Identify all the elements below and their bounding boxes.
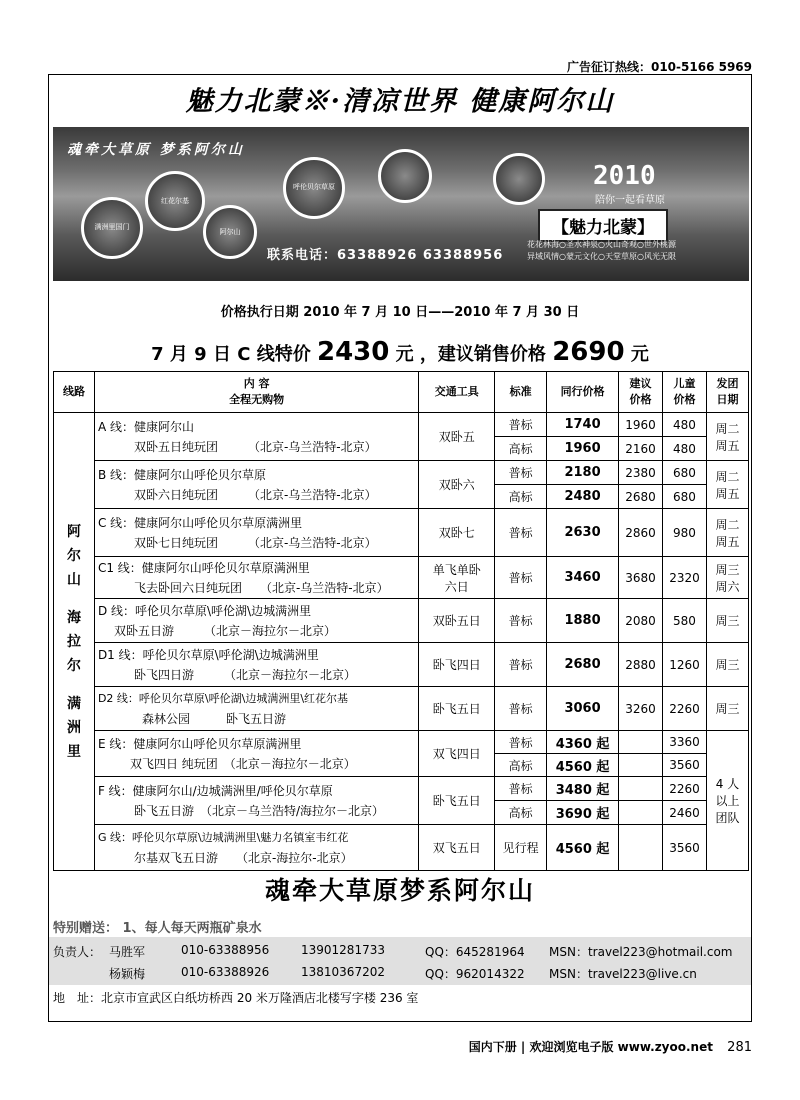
header-standard: 标准 (495, 372, 547, 413)
child-price: 580 (663, 599, 707, 643)
standard: 普标 (495, 557, 547, 599)
peer-price: 2480 (547, 485, 619, 509)
banner-tags (527, 239, 747, 263)
suggest-price-value: 2690 (552, 337, 625, 367)
route-e: E 线：健康阿尔山呼伦贝尔草原满洲里 双飞四日 纯玩团 （北京－海拉尔－北京） (94, 731, 418, 777)
standard: 高标 (495, 485, 547, 509)
photo-caption: 阿尔山 (219, 228, 241, 237)
table-row (54, 509, 749, 557)
suggest-price (619, 754, 663, 777)
route-c: C 线：健康阿尔山呼伦贝尔草原满洲里 双卧七日纯玩团 （北京-乌兰浩特-北京） (94, 509, 418, 557)
suggest-price: 3260 (619, 687, 663, 731)
child-price: 1260 (663, 643, 707, 687)
standard: 高标 (495, 754, 547, 777)
child-price: 2260 (663, 687, 707, 731)
header-child: 儿童 价格 (663, 372, 707, 413)
transport: 双飞五日 (419, 825, 495, 871)
route-d: D 线：呼伦贝尔草原\呼伦湖\边城满洲里 双卧五日游 （北京－海拉尔－北京） (94, 599, 418, 643)
transport: 卧飞五日 (419, 687, 495, 731)
contact-name: 杨颖梅 (109, 967, 146, 981)
photo-circle (378, 149, 432, 203)
depart-days: 周二 周五 (706, 461, 748, 509)
photo-circle (145, 171, 205, 231)
standard: 见行程 (495, 825, 547, 871)
peer-price: 4560 起 (547, 754, 619, 777)
route-a: A 线：健康阿尔山 双卧五日纯玩团 （北京-乌兰浩特-北京） (94, 413, 418, 461)
peer-price: 1740 (547, 413, 619, 437)
table-row (54, 825, 749, 871)
header-transport: 交通工具 (419, 372, 495, 413)
ad-frame (48, 74, 752, 1022)
contact-label: 负责人： (53, 945, 102, 959)
page-title: 魅力北蒙※·清凉世界 健康阿尔山 (185, 86, 615, 117)
table-row (54, 599, 749, 643)
header-depart: 发团 日期 (706, 372, 748, 413)
child-price: 3560 (663, 754, 707, 777)
suggest-price: 2860 (619, 509, 663, 557)
peer-price: 2180 (547, 461, 619, 485)
depart-days: 周三 (706, 687, 748, 731)
photo-circle (493, 153, 545, 205)
child-price: 3360 (663, 731, 707, 754)
depart-days: 周三 (706, 599, 748, 643)
child-price: 2260 (663, 777, 707, 801)
depart-days: 周二 周五 (706, 509, 748, 557)
header-peer: 同行价格 (547, 372, 619, 413)
route-d2: D2 线：呼伦贝尔草原\呼伦湖\边城满洲里\红花尔基 森林公园 卧飞五日游 (94, 687, 418, 731)
region-label: 阿 尔 山 海 拉 尔 满 洲 里 (54, 413, 95, 871)
table-row (54, 777, 749, 801)
peer-price: 1880 (547, 599, 619, 643)
special-price-value: 2430 (317, 337, 390, 367)
route-d1: D1 线：呼伦贝尔草原\呼伦湖\边城满洲里 卧飞四日游 （北京－海拉尔－北京） (94, 643, 418, 687)
peer-price: 3690 起 (547, 801, 619, 825)
suggest-price (619, 801, 663, 825)
peer-price: 3460 (547, 557, 619, 599)
transport: 双卧六 (419, 461, 495, 509)
contact-tel: 010-63388956 (181, 943, 270, 957)
header-content: 内 容 全程无购物 (94, 372, 418, 413)
child-price: 480 (663, 413, 707, 437)
standard: 普标 (495, 731, 547, 754)
route-b: B 线：健康阿尔山呼伦贝尔草原 双卧六日纯玩团 （北京-乌兰浩特-北京） (94, 461, 418, 509)
group-note: 4 人 以上 团队 (706, 731, 748, 871)
price-pre: 7 月 9 日 C 线特价 (151, 344, 311, 365)
contact-msn: MSN：travel223@live.cn (549, 967, 697, 981)
standard: 普标 (495, 643, 547, 687)
contact-block (49, 937, 751, 985)
suggest-price (619, 825, 663, 871)
contact-msn: MSN：travel223@hotmail.com (549, 945, 733, 959)
route-c1: C1 线：健康阿尔山呼伦贝尔草原满洲里 飞去卧回六日纯玩团 （北京-乌兰浩特-北京） (94, 557, 418, 599)
photo-caption: 呼伦贝尔草原 (293, 183, 335, 192)
standard: 高标 (495, 801, 547, 825)
special-price (49, 337, 751, 367)
address: 地 址：北京市宣武区白纸坊桥西 20 米万隆酒店北楼写字楼 236 室 (53, 991, 419, 1005)
peer-price: 4560 起 (547, 825, 619, 871)
suggest-price: 2680 (619, 485, 663, 509)
table-header (54, 372, 749, 413)
peer-price: 3480 起 (547, 777, 619, 801)
peer-price: 2680 (547, 643, 619, 687)
header-line: 线路 (54, 372, 95, 413)
contact-tel: 010-63388926 (181, 965, 270, 979)
transport: 双卧五 (419, 413, 495, 461)
banner-year: 2010 (593, 161, 656, 191)
transport: 双飞四日 (419, 731, 495, 777)
peer-price: 3060 (547, 687, 619, 731)
banner-subtitle: 陪你一起看草原 (595, 195, 665, 206)
child-price: 2320 (663, 557, 707, 599)
suggest-price: 2080 (619, 599, 663, 643)
child-price: 2460 (663, 801, 707, 825)
price-table (53, 371, 749, 871)
photo-circle (81, 197, 143, 259)
peer-price: 2630 (547, 509, 619, 557)
transport: 单飞单卧 六日 (419, 557, 495, 599)
transport: 双卧五日 (419, 599, 495, 643)
standard: 普标 (495, 599, 547, 643)
photo-circle (283, 157, 345, 219)
special-gift: 特别赠送： 1、每人每天两瓶矿泉水 (53, 921, 262, 936)
price-post: 元 (630, 344, 649, 365)
page-number: 281 (727, 1040, 752, 1055)
table-row (54, 413, 749, 437)
standard: 普标 (495, 413, 547, 437)
banner-slogan: 魂牵大草原 梦系阿尔山 (67, 142, 245, 158)
banner-phone: 联系电话：63388926 63388956 (267, 248, 504, 263)
child-price: 480 (663, 437, 707, 461)
standard: 普标 (495, 687, 547, 731)
contact-qq: QQ：962014322 (425, 967, 525, 981)
child-price: 680 (663, 461, 707, 485)
banner-tags-line: 花花林海○圣水神泉○火山奇观○世外桃源 (527, 240, 676, 249)
price-date: 价格执行日期 2010 年 7 月 10 日——2010 年 7 月 30 日 (220, 305, 580, 320)
bottom-slogan: 魂牵大草原梦系阿尔山 (264, 876, 535, 905)
table-row (54, 731, 749, 754)
child-price: 980 (663, 509, 707, 557)
price-mid: 元 ，建议销售价格 (395, 344, 546, 365)
suggest-price (619, 731, 663, 754)
table-row (54, 687, 749, 731)
standard: 普标 (495, 777, 547, 801)
transport: 卧飞五日 (419, 777, 495, 825)
table-row (54, 557, 749, 599)
footer-text: 国内下册 | 欢迎浏览电子版 www.zyoo.net (468, 1040, 713, 1054)
transport: 双卧七 (419, 509, 495, 557)
contact-name: 马胜军 (109, 945, 146, 959)
ad-hotline: 广告征订热线：010-5166 5969 (566, 60, 752, 74)
child-price: 3560 (663, 825, 707, 871)
banner-tags-line: 异域风情○蒙元文化○天堂草原○风光无限 (527, 252, 676, 261)
page-footer (469, 1038, 752, 1055)
standard: 普标 (495, 509, 547, 557)
suggest-price: 1960 (619, 413, 663, 437)
suggest-price: 2160 (619, 437, 663, 461)
contact-mobile: 13901281733 (301, 943, 385, 957)
banner-image (53, 127, 749, 281)
route-f: F 线：健康阿尔山/边城满洲里/呼伦贝尔草原 卧飞五日游 （北京－乌兰浩特/海拉尔－北京） (94, 777, 418, 825)
child-price: 680 (663, 485, 707, 509)
peer-price: 1960 (547, 437, 619, 461)
photo-circle (203, 205, 257, 259)
table-row (54, 461, 749, 485)
photo-caption: 红花尔基 (161, 196, 189, 205)
depart-days: 周二 周五 (706, 413, 748, 461)
standard: 普标 (495, 461, 547, 485)
suggest-price: 2380 (619, 461, 663, 485)
peer-price: 4360 起 (547, 731, 619, 754)
route-g: G 线：呼伦贝尔草原\边城满洲里\魅力名镇室韦红花 尔基双飞五日游 （北京-海拉尔-北京） (94, 825, 418, 871)
header-suggest: 建议 价格 (619, 372, 663, 413)
transport: 卧飞四日 (419, 643, 495, 687)
banner-brand: 【魅力北蒙】 (538, 209, 668, 242)
table-row (54, 643, 749, 687)
contact-qq: QQ：645281964 (425, 945, 525, 959)
suggest-price: 3680 (619, 557, 663, 599)
standard: 高标 (495, 437, 547, 461)
contact-mobile: 13810367202 (301, 965, 385, 979)
suggest-price: 2880 (619, 643, 663, 687)
depart-days: 周三 周六 (706, 557, 748, 599)
photo-caption: 满洲里国门 (94, 223, 130, 232)
suggest-price (619, 777, 663, 801)
depart-days: 周三 (706, 643, 748, 687)
